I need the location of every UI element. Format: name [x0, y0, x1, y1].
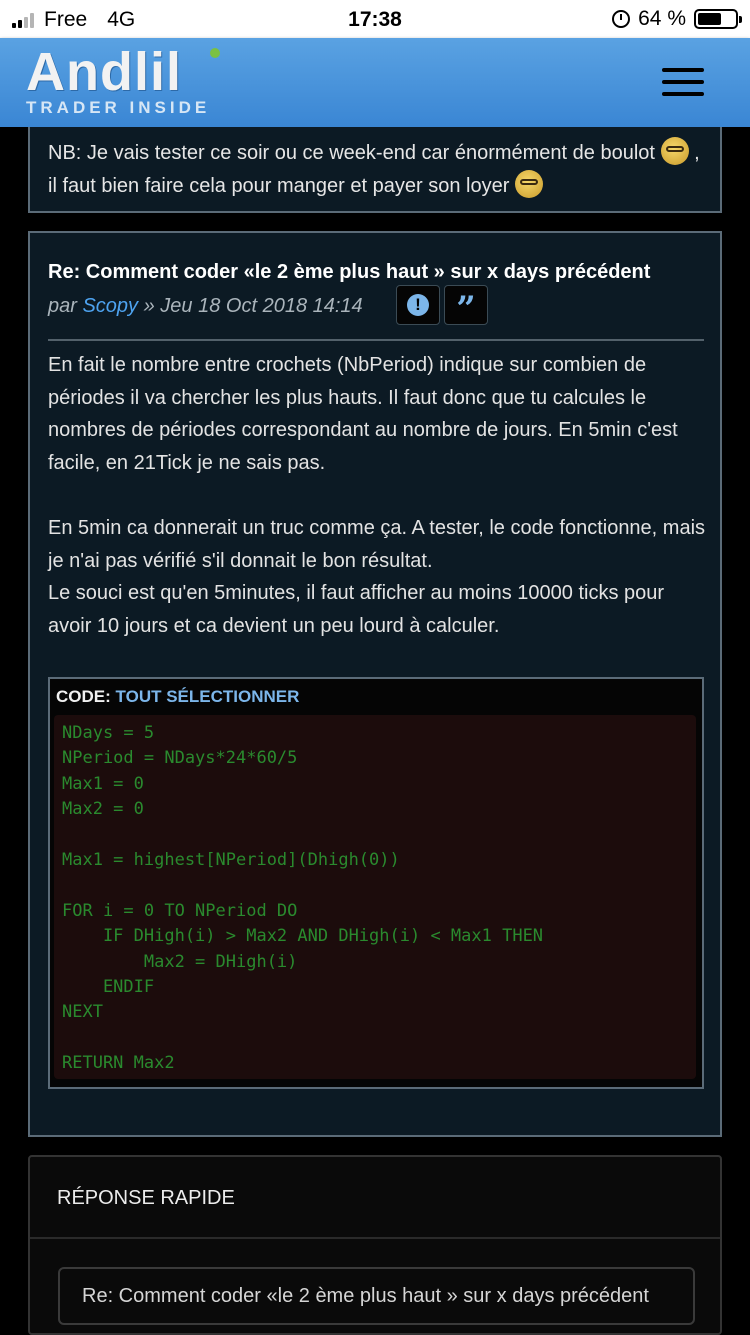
- nerd-smiley-icon: [661, 137, 689, 165]
- quote-button[interactable]: [444, 285, 488, 329]
- report-button[interactable]: [396, 285, 440, 325]
- logo-wordmark: Andlil: [26, 42, 182, 102]
- logo-dot-icon: [210, 48, 220, 58]
- post-paragraph: Le souci est qu'en 5minutes, il faut afficher au moins 10000 ticks pour avoir 10 jours et ca devient un peu lourd à calculer.: [48, 582, 665, 637]
- quote-icon: ”: [456, 289, 476, 329]
- post-previous: [28, 127, 722, 213]
- post-paragraph: En 5min ca donnerait un truc comme ça. A tester, le code fonctionne, mais je n'ai pas vérifié s'il donnait le bon résultat.: [48, 516, 706, 572]
- post-meta: par Scopy » Jeu 18 Oct 2018 14:14: [48, 295, 363, 317]
- clock: 17:38: [348, 8, 402, 31]
- select-all-link[interactable]: TOUT SÉLECTIONNER: [115, 687, 300, 706]
- post-content: [48, 349, 708, 642]
- hamburger-menu-button[interactable]: [662, 68, 704, 96]
- nerd-smiley-icon: [515, 170, 543, 198]
- quick-reply-panel: [28, 1155, 722, 1335]
- code-header: [56, 687, 299, 707]
- site-logo[interactable]: [26, 44, 210, 118]
- post-divider: [48, 339, 704, 341]
- alarm-icon: [612, 10, 630, 28]
- subject-input[interactable]: [58, 1267, 695, 1325]
- code-block: [48, 677, 704, 1089]
- code-content[interactable]: NDays = 5 NPeriod = NDays*24*60/5 Max1 = 0 Max2 = 0 Max1 = highest[NPeriod](Dhigh(0)) FOR i = 0 TO NPeriod DO IF DHigh(i) > Max2 AND DHigh(i) < Max1 THEN Max2 = DHigh(i) ENDIF NEXT RETURN Max2: [54, 715, 696, 1079]
- quick-reply-title: RÉPONSE RAPIDE: [57, 1187, 235, 1209]
- logo-tagline: TRADER INSIDE: [26, 98, 211, 117]
- exclamation-icon: !: [407, 294, 429, 316]
- carrier-label: Free: [44, 8, 88, 31]
- author-link[interactable]: Scopy: [82, 295, 139, 317]
- post-paragraph: En fait le nombre entre crochets (NbPeriod) indique sur combien de périodes il va chercher les plus hauts. Il faut donc que tu calcules le nombres de périodes correspondant au nombre de jours. En 5min c'est facile, en 21Tick je ne sais pas.: [48, 354, 678, 474]
- code-label: CODE:: [56, 687, 111, 706]
- post-title[interactable]: Re: Comment coder «le 2 ème plus haut » sur x days précédent: [48, 261, 651, 283]
- status-right: [612, 7, 738, 31]
- battery-fill: [698, 13, 721, 25]
- battery-icon: [694, 9, 738, 29]
- hamburger-icon: [662, 68, 704, 72]
- status-bar: [0, 0, 750, 38]
- battery-percent: 64 %: [638, 7, 686, 30]
- site-header: [0, 38, 750, 127]
- quick-reply-header: [30, 1157, 720, 1239]
- network-label: 4G: [107, 8, 136, 31]
- post-previous-text: NB: Je vais tester ce soir ou ce week-end car énormément de boulot , il faut bien faire cela pour manger et payer son loyer: [30, 127, 720, 203]
- post-reply-scopy: [28, 231, 722, 1137]
